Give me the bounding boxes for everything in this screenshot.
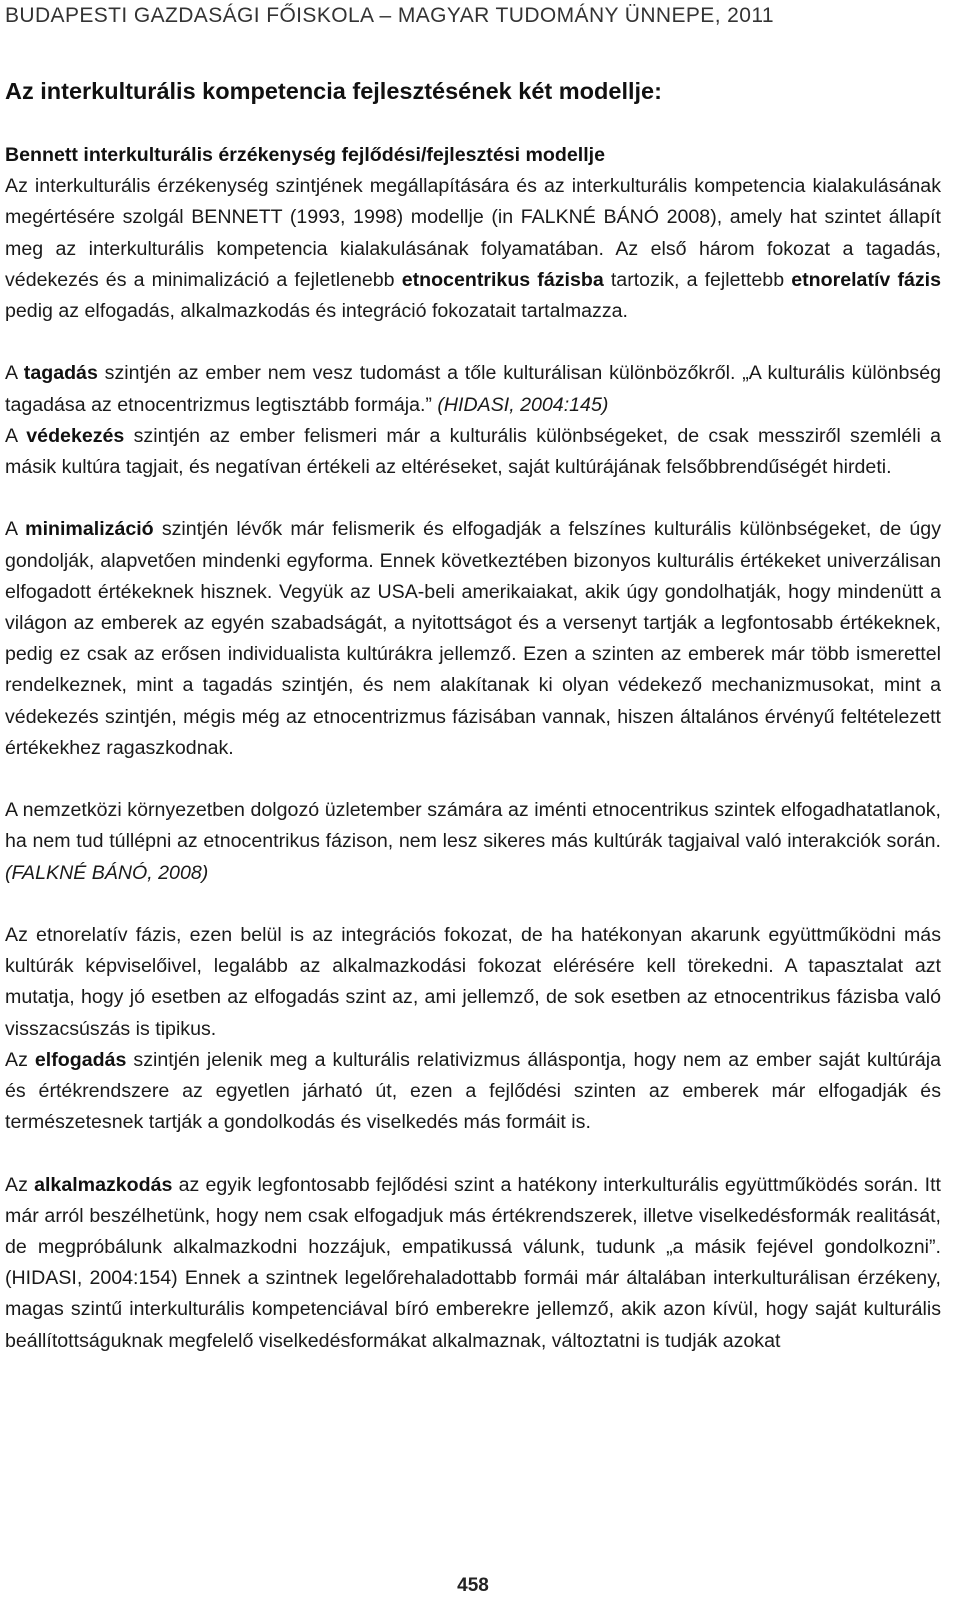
text-run: A nemzetközi környezetben dolgozó üzletember számára az iménti etnocentrikus szintek elfogadhatatlanok, ha nem tud túllépni az etnocentrikus fázison, nem lesz sikeres más kultúrák tagjaival való interakciók során. [5, 799, 941, 853]
paragraph-etnorelativ [5, 920, 941, 1045]
bold-term: elfogadás [34, 1048, 127, 1071]
paragraph-elfogadas [5, 1045, 941, 1139]
text-run: szintjén jelenik meg a kulturális relativizmus álláspontja, hogy nem az ember saját kultúrája és értékrendszere az egyetlen járható út, ezen a fejlődési szinten az emberek már elfogadják és természetesnek tartják a gondolkodás és viselkedés más formáit is. [5, 1048, 941, 1134]
text-run: A [5, 518, 26, 541]
bold-term: etnorelatív fázis [791, 268, 942, 291]
paragraph-vedekezes [5, 421, 941, 483]
page-title: Az interkulturális kompetencia fejlesztésének két modellje: [5, 78, 662, 104]
paragraph-intro [5, 140, 941, 327]
paragraph-tagadas [5, 358, 941, 420]
text-run: pedig az elfogadás, alkalmazkodás és integráció fokozatait tartalmazza. [5, 300, 628, 323]
text-run: szintjén az ember nem vesz tudomást a tőle kulturálisan különbözőkről. „A kulturális különbség tagadása az etnocentrizmus legtisztább formája.” [5, 362, 942, 416]
running-header: BUDAPESTI GAZDASÁGI FŐISKOLA – MAGYAR TUDOMÁNY ÜNNEPE, 2011 [5, 4, 774, 27]
paragraph-uzletember [5, 795, 941, 889]
citation: (HIDASI, 2004:145) [437, 393, 609, 416]
text-run: A [5, 362, 24, 385]
text-run: Az etnorelatív fázis, ezen belül is az integrációs fokozat, de ha hatékonyan akarunk együttműködni más kultúrák képviselőivel, legalább az alkalmazkodási fokozat elérésére kell törekedni. A tapasztalat azt mutatja, hogy jó esetben az elfogadás szint az, ami jellemző, de sok esetben az etnocentrikus fázisba való visszacsúszás is tipikus. [5, 924, 941, 1040]
text-run: Az interkulturális érzékenység szintjének megállapítására és az interkulturális kompetencia kialakulásának megértésére szolgál BENNETT (1993, 1998) modellje (in FALKNÉ BÁNÓ 2008), amely hat szintet állapít meg az interkulturális kompetencia kialakulásának folyamatában. Az első három fokozat a tagadás, védekezés és a minimalizáció a fejletlenebb [5, 175, 941, 291]
text-run: Az [5, 1173, 35, 1196]
text-run: szintjén lévők már felismerik és elfogadják a felszínes kulturális különbségeket, de úgy gondolják, alapvetően mindenki egyforma. Ennek következtében bizonyos kulturális értékeket univerzálisan elfogadott értékeknek hisznek. Vegyük az USA-beli amerikaiakat, akik úgy gondolhatják, hogy mindenütt a világon az emberek az egyén szabadságát, a nyitottságot és a versenyt tartják a legfontosabb értékeknek, pedig ez csak az erősen individualista kultúrákra jellemző. Ezen a szinten az emberek már több ismerettel rendelkeznek, mint a tagadás szintjén, és nem alakítanak ki olyan védekező mechanizmusokat, mint a védekezés szintjén, mégis még az etnocentrizmus fázisában vannak, hiszen általános érvényű feltételezett értékekhez ragaszkodnak. [5, 518, 941, 759]
bold-term: védekezés [26, 424, 125, 447]
bold-term: alkalmazkodás [34, 1173, 173, 1196]
text-run: A [5, 424, 27, 447]
bold-term: minimalizáció [25, 518, 154, 541]
section-heading: Bennett interkulturális érzékenység fejlődési/fejlesztési modellje [5, 144, 605, 166]
bold-term: etnocentrikus fázisba [401, 268, 604, 291]
paragraph-minimalizacio [5, 514, 941, 764]
document-body [5, 140, 941, 1357]
citation: (FALKNÉ BÁNÓ, 2008) [5, 861, 209, 884]
text-run: tartozik, a fejlettebb [603, 268, 792, 291]
text-run: Az [5, 1048, 35, 1071]
page-number: 458 [457, 1575, 489, 1596]
text-run: szintjén az ember felismeri már a kulturális különbségeket, de csak messziről szemléli a másik kultúra tagjait, és negatívan értékeli az eltéréseket, saját kultúrájának felsőbbrendűségét hirdeti. [5, 424, 941, 479]
bold-term: tagadás [23, 362, 98, 385]
text-run: az egyik legfontosabb fejlődési szint a hatékony interkulturális együttműködés során. Itt már arról beszélhetünk, hogy nem csak elfogadjuk más értékrendszerek, illetve viselkedésformák realitását, de megpróbálunk alkalmazkodni hozzájuk, empatikussá válunk, tudunk „a másik fejével gondolkozni”. (HIDASI, 2004:154) Ennek a szintnek legelőrehaladottabb formái már általában interkulturálisan érzékeny, magas szintű interkulturális kompetenciával bíró emberekre jellemző, akik azon kívül, hogy saját kulturális beállítottságuknak megfelelő viselkedésformákat alkalmaznak, változtatni is tudják azokat [5, 1173, 941, 1352]
paragraph-alkalmazkodas [5, 1170, 941, 1357]
